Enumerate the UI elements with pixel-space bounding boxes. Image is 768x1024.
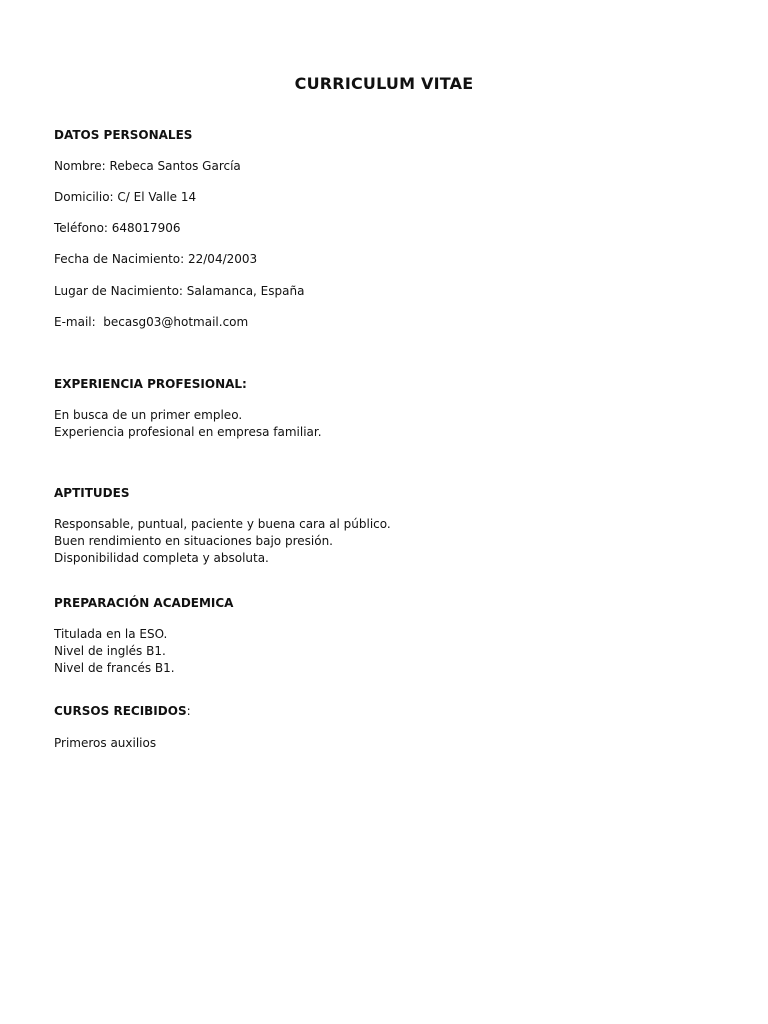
field-birthdate: Fecha de Nacimiento: 22/04/2003 [54, 252, 258, 266]
skills-line: Disponibilidad completa y absoluta. [54, 551, 269, 565]
skills-line: Buen rendimiento en situaciones bajo presión. [54, 534, 333, 548]
section-heading-skills: APTITUDES [54, 486, 130, 500]
courses-list [54, 735, 714, 752]
document-title: CURRICULUM VITAE [294, 74, 474, 93]
field-name: Nombre: Rebeca Santos García [54, 159, 241, 173]
education-line: Nivel de francés B1. [54, 661, 175, 675]
skills-line: Responsable, puntual, paciente y buena cara al público. [54, 517, 391, 531]
courses-line: Primeros auxilios [54, 736, 157, 750]
skills-list [54, 516, 714, 567]
section-heading-courses: CURSOS RECIBIDOS [54, 704, 187, 718]
section-heading-courses-row [54, 703, 714, 720]
experience-line: Experiencia profesional en empresa familiar. [54, 425, 322, 439]
experience-list [54, 407, 714, 441]
experience-line: En busca de un primer empleo. [54, 408, 243, 422]
field-phone: Teléfono: 648017906 [54, 221, 181, 235]
education-list [54, 626, 714, 677]
field-address: Domicilio: C/ El Valle 14 [54, 190, 197, 204]
field-email: E-mail: becasg03@hotmail.com [54, 315, 249, 329]
section-heading-courses-colon: : [186, 704, 191, 718]
section-heading-education: PREPARACIÓN ACADEMICA [54, 596, 234, 610]
education-line: Titulada en la ESO. [54, 627, 168, 641]
education-line: Nivel de inglés B1. [54, 644, 166, 658]
section-heading-personal: DATOS PERSONALES [54, 128, 193, 142]
field-birthplace: Lugar de Nacimiento: Salamanca, España [54, 284, 305, 298]
section-heading-experience: EXPERIENCIA PROFESIONAL: [54, 377, 247, 391]
